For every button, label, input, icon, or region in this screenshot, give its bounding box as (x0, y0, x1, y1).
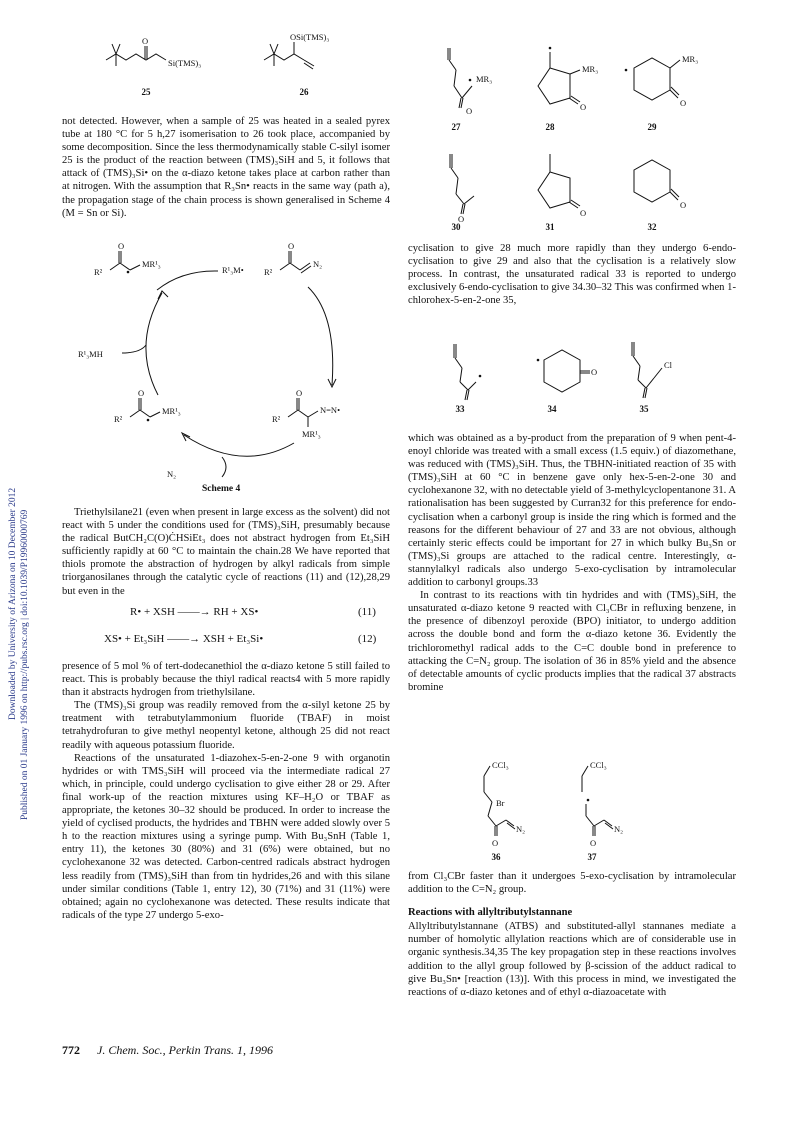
oxygen-label: O (288, 241, 295, 251)
substituent-label: Si(TMS)₃ (168, 58, 202, 68)
r2-label: R² (272, 414, 281, 424)
oxygen-label: O (580, 208, 587, 218)
compound-label-28: 28 (545, 122, 555, 132)
bromine-label: Br (496, 798, 505, 808)
oxygen-label: O (680, 98, 687, 108)
right-column-middle (408, 432, 736, 694)
structure-32 (616, 150, 696, 215)
trichloromethyl-label: CCl₃ (590, 760, 607, 770)
compound-label-36: 36 (491, 852, 501, 862)
mr-label: MR¹₃ (302, 429, 321, 439)
diazenyl-label: N=N• (320, 405, 341, 415)
oxygen-label: O (142, 36, 149, 46)
r2-label: R² (264, 267, 273, 277)
equation-11-number: (11) (358, 606, 376, 618)
structure-31 (526, 148, 596, 218)
paragraph: Triethylsilane21 (even when present in large excess as the solvent) did not react with 5 under the conditions used for (TMS)₃SiH, presumably because the radical ButCH₂C(O)ĊHSiEt₃ does not abstract hydrogen from Et₃SiH sufficiently rapidly at 60 °C to maintain the chain.28 We have reported that thiols promote the abstraction of hydrogen by alkyl radicals from simple triorganosilanes through the catalytic cycle of reactions (11) and (12),28,29 but even in the (62, 507, 390, 597)
n2-label: N₂ (313, 259, 323, 269)
oxygen-label: O (591, 367, 598, 377)
equation-11: R• + XSH ——→ RH + XS• (130, 606, 259, 618)
compound-label-35: 35 (639, 404, 649, 414)
paragraph: Reactions of the unsaturated 1-diazohex-5-en-2-one 9 with organotin hydrides or with TMS₃SiH will proceed via the intermediate radical 27 which, in principle, could undergo cyclisation to give either 28 or 29. After final work-up of the reaction mixtures using KF–H₂O or TBAF as appropriate, the ketones 30–32 should be produced. In order to increase the yield of cyclised products, the hydrides and TBHN were added slowly over 5 h to the reaction mixtures using a syringe pump. With Bu₃SnH (Table 1, entry 11), the ketones 30 (80%) and 31 (6%) were obtained, but no cyclohexanone 32 was detected. Carbon-centred radicals abstract hydrogen less readily from (TMS)₃SiH than from tin hydrides,26 and with this silane under similar conditions (Table 1, entry 12), 30 (71%) and 31 (11%) were obtained; again no cyclohexanone was detected. These results indicate that radicals of the type 27 undergo 5-exo- (62, 752, 390, 921)
compound-label-26: 26 (299, 87, 309, 97)
oxygen-label: O (138, 388, 145, 398)
paragraph: In contrast to its reactions with tin hydrides and with (TMS)₃SiH, the unsaturated α-diazo ketone 9 reacted with Cl₃CBr in refluxing benzene, in the presence of dibenzoyl peroxide (BPO) initiator, to undergo addition across the double bond and form the α-diazo ketone 36. Evidently the trichloromethyl radical adds to the C=C double bond in preference to attacking the C=N₂ group. The isolation of 36 in 85% yield and the absence of detectable amounts of cyclic products implies that the radical 37 abstracts bromine (408, 590, 736, 693)
scheme-caption: Scheme 4 (202, 484, 241, 494)
structure-25 (100, 36, 230, 86)
oxygen-label: O (466, 106, 473, 116)
side-line-published: Published on 01 January 1996 on http://pubs.rsc.org | doi:10.1039/P19960000769 (20, 509, 30, 820)
side-watermark (4, 300, 30, 820)
section-heading: Reactions with allyltributylstannane (408, 907, 573, 919)
paragraph: which was obtained as a by-product from the preparation of 9 when pent-4-enoyl chloride was treated with a small excess (1.5 equiv.) of diazomethane, was reduced with (TMS)₃SiH. Thus, the TBHN-initiated reaction of 35 with (TMS)₃SiH at 60 °C in benzene gave only hex-5-en-2-one 30 and cyclohexanone 32, with no detectable yield of 3-methylcyclopentanone 31. A rationalisation has been suggested by Curran32 for this preference for endo-cyclisation when a carbonyl group is inside the ring which is formed and the reasons for the different behaviour of 27 and 33 are not obvious, although certainly steric effects could be important for 27 in which bulky Bu₃Sn or (TMS)₃Si groups are attached to the radical centre. Interestingly, α-stannylalkyl radicals also undergo 5-exo-cyclisation by intramolecular addition to carbonyl groups.33 (408, 433, 737, 589)
mr-label: MR₃ (476, 74, 493, 84)
structure-27 (432, 42, 502, 116)
right-column-bottom (408, 870, 736, 999)
structure-37 (562, 760, 652, 848)
compound-label-27: 27 (451, 122, 461, 132)
paragraph: not detected. However, when a sample of 25 was heated in a sealed pyrex tube at 180 °C for 5 h,27 isomerisation to 26 took place, accompanied by some decomposition. Since the less thermodynamically stable C-silyl isomer 25 is the product of the reaction between (TMS)₃SiH and 5, it follows that attack of (TMS)₃Si• on the α-diazo ketone takes place at carbon rather than at nitrogen. With the assumption that R₃Sn• reacts in the same way (path a), the propagation stage of the chain process is shown generalised in Scheme 4 (M = Sn or Si). (62, 116, 390, 219)
paragraph: from Cl₃CBr faster than it undergoes 5-exo-cyclisation by intramolecular addition to the C=N₂ group. (408, 871, 736, 896)
compound-label-25: 25 (141, 87, 151, 97)
hydride-label: R¹₃MH (78, 349, 103, 359)
scheme-4 (62, 241, 392, 480)
structure-29 (616, 46, 706, 116)
paragraph: The (TMS)₃Si group was readily removed from the α-silyl ketone 25 by treatment with tetrabutylammonium fluoride (TBAF) in moist tetrahydrofuran to give methyl neopentyl ketone, although 25 did not react readily with aqueous potassium fluoride. (62, 700, 390, 751)
r2-label: R² (114, 414, 123, 424)
oxygen-label: O (680, 200, 687, 210)
structure-26 (258, 32, 388, 86)
oxygen-label: O (580, 102, 587, 112)
structure-28 (526, 40, 606, 115)
structure-35 (618, 338, 698, 400)
radical-label: R¹₃M• (222, 265, 244, 275)
compound-label-34: 34 (547, 404, 557, 414)
compound-label-37: 37 (587, 852, 597, 862)
substituent-label: OSi(TMS)₃ (290, 32, 330, 42)
paragraph: presence of 5 mol % of tert-dodecanethiol the α-diazo ketone 5 still failed to react. This is probably because the thiyl radical reacts4 with 5 more rapidly than it abstracts hydrogen from triethylsilane. (62, 661, 390, 699)
structure-30 (436, 148, 496, 224)
n2-label: N₂ (516, 824, 526, 834)
compound-label-31: 31 (545, 222, 555, 232)
oxygen-label: O (296, 388, 303, 398)
compound-label-30: 30 (451, 222, 461, 232)
side-line-downloaded: Downloaded by University of Arizona on 10 December 2012 (8, 487, 18, 720)
compound-label-33: 33 (455, 404, 465, 414)
trichloromethyl-label: CCl₃ (492, 760, 509, 770)
mr-label: MR₃ (582, 64, 599, 74)
page-number: 772 (62, 1043, 80, 1057)
mr-label: MR¹₃ (142, 259, 161, 269)
structure-34 (528, 342, 608, 402)
paragraph: cyclisation to give 28 much more rapidly than they undergo 6-endo-cyclisation to give 29 and also that the cyclisation is a relatively slow process. In contrast, the unsaturated radical 33 is reported to undergo exclusively 6-endo-cyclisation to give 34.30–32 This was confirmed when 1-chlorohex-5-en-2-one 35, (408, 243, 736, 307)
r2-label: R² (94, 267, 103, 277)
chlorine-label: Cl (664, 360, 673, 370)
nitrogen-byproduct-label: N₂ (167, 469, 177, 479)
right-column-top (408, 242, 736, 307)
mr-label: MR¹₃ (162, 406, 181, 416)
left-column-middle (62, 506, 390, 598)
oxygen-label: O (458, 214, 465, 224)
journal-citation: J. Chem. Soc., Perkin Trans. 1, 1996 (97, 1043, 273, 1057)
page-footer (62, 1043, 273, 1058)
n2-label: N₂ (614, 824, 624, 834)
oxygen-label: O (590, 838, 597, 848)
left-column-bottom (62, 660, 390, 922)
mr-label: MR₃ (682, 54, 699, 64)
paragraph: Allyltributylstannane (ATBS) and substituted-allyl stannanes mediate a number of homolytic allylation reactions which are of considerable use in organic synthesis.34,35 The key propagation step in these reactions involves addition to the allyl group followed by β-scission of the adduct radical to give Bu₃Sn• [reaction (13)]. With this process in mind, we investigated the reactions of α-diazo ketones and of ethyl α-diazoacetate with (408, 921, 736, 998)
compound-label-32: 32 (647, 222, 657, 232)
left-column-top (62, 115, 390, 220)
structure-33 (440, 340, 500, 400)
compound-label-29: 29 (647, 122, 657, 132)
equation-12: XS• + Et₃SiH ——→ XSH + Et₃Si• (104, 633, 264, 645)
oxygen-label: O (118, 241, 125, 251)
structure-36 (464, 760, 554, 848)
equation-12-number: (12) (358, 633, 377, 645)
oxygen-label: O (492, 838, 499, 848)
